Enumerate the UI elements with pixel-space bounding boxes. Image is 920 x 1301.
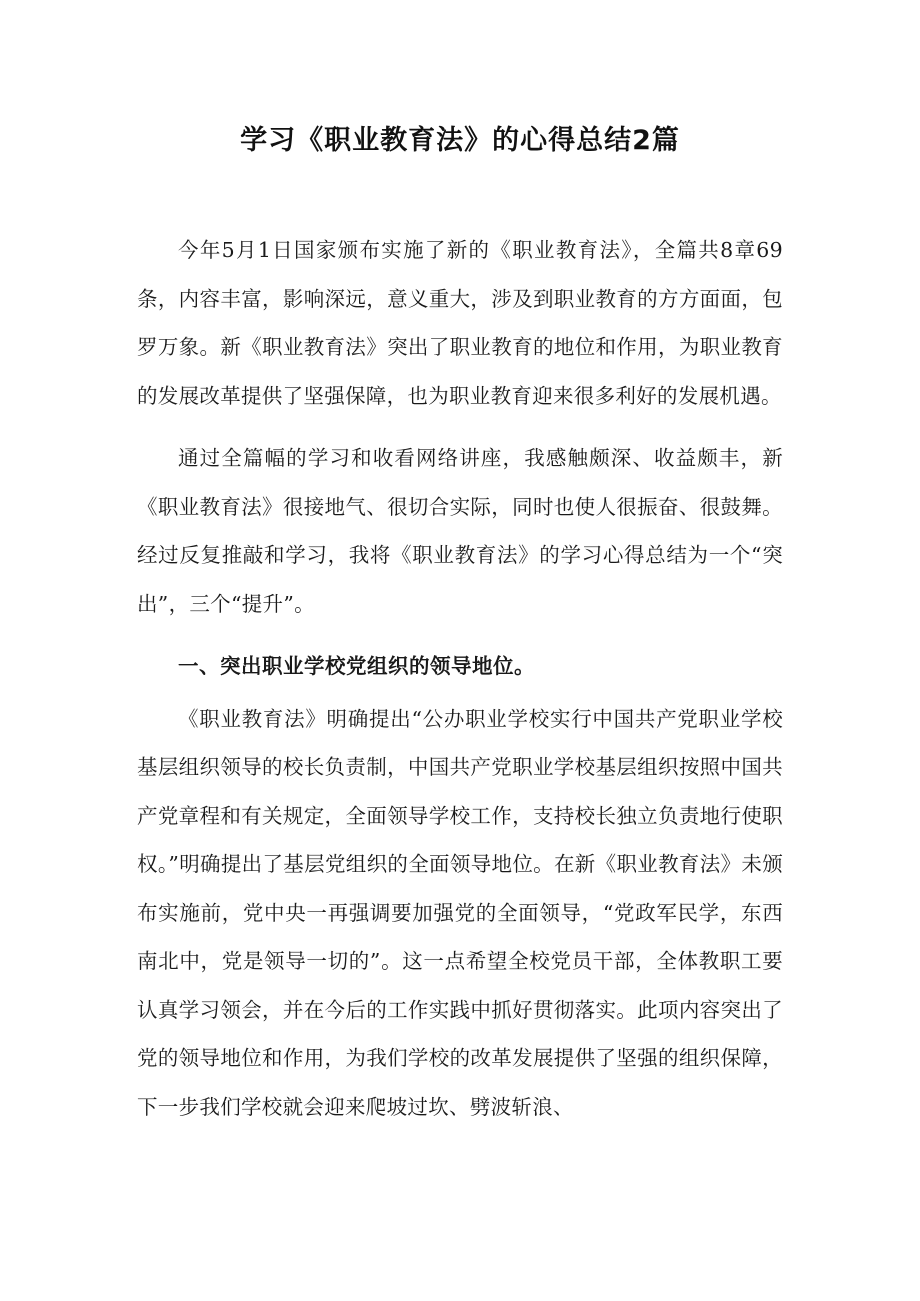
paragraph-summary: 通过全篇幅的学习和收看网络讲座，我感触颇深、收益颇丰，新《职业教育法》很接地气、很切合实际，同时也使人很振奋、很鼓舞。经过反复推敲和学习，我将《职业教育法》的学习心得总结为一个“突出”，三个“提升”。 — [137, 446, 783, 616]
paragraph-section-one: 《职业教育法》明确提出“公办职业学校实行中国共产党职业学校基层组织领导的校长负责制，中国共产党职业学校基层组织按照中国共产党章程和有关规定，全面领导学校工作，支持校长独立负责地行使职权。”明确提出了基层党组织的全面领导地位。在新《职业教育法》未颁布实施前，党中央一再强调要加强党的全面领导，“党政军民学，东西南北中，党是领导一切的”。这一点希望全校党员干部，全体教职工要认真学习领会，并在今后的工作实践中抓好贯彻落实。此项内容突出了党的领导地位和作用，为我们学校的改革发展提供了坚强的组织保障，下一步我们学校就会迎来爬坡过坎、劈波斩浪、 — [137, 706, 783, 1119]
section-heading: 一、突出职业学校党组织的领导地位。 — [178, 654, 535, 678]
document-title: 学习《职业教育法》的心得总结2篇 — [240, 125, 680, 156]
paragraph-intro: 今年5月1日国家颁布实施了新的《职业教育法》，全篇共8章69条，内容丰富，影响深远，意义重大，涉及到职业教育的方方面面，包罗万象。新《职业教育法》突出了职业教育的地位和作用，为职业教育的发展改革提供了坚强保障，也为职业教育迎来很多利好的发展机遇。 — [137, 238, 783, 408]
document-body — [137, 226, 783, 1131]
